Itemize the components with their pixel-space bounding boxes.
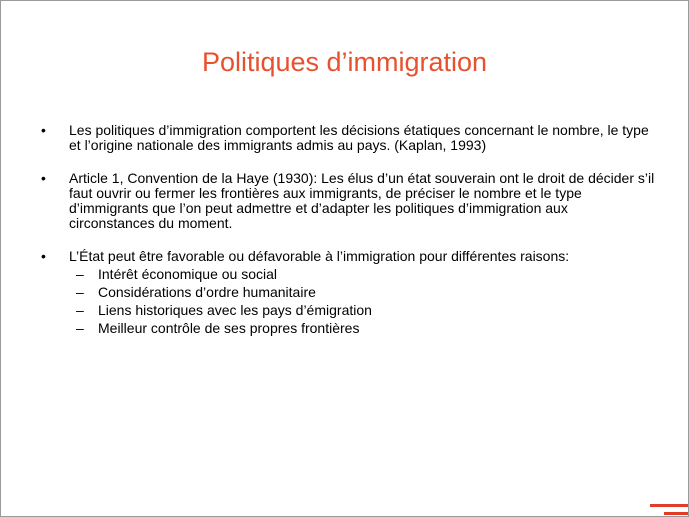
bullet-text: Article 1, Convention de la Haye (1930): Les élus d’un état souverain ont le droit de décider s’il faut ouvrir ou fermer les frontières aux immigrants, de préciser le nombre et le type d’immigrants que l’on peut admettre et d’adapter les politiques d’immigration aux circonstances du moment. xyxy=(69,170,655,231)
sub-bullet-marker: – xyxy=(76,284,84,300)
bullet-text: L’État peut être favorable ou défavorable à l’immigration pour différentes raisons: xyxy=(69,248,570,264)
bullet-marker: • xyxy=(41,122,46,138)
sub-bullet-marker: – xyxy=(76,266,84,282)
bullet-item xyxy=(37,171,657,231)
slide-body xyxy=(37,123,657,354)
slide-title: Politiques d’immigration xyxy=(201,47,488,77)
bullet-text: Les politiques d’immigration comportent les décisions étatiques concernant le nombre, le type et l’origine nationale des immigrants admis au pays. (Kaplan, 1993) xyxy=(69,122,649,153)
sub-bullet-item xyxy=(69,267,657,282)
sub-bullet-item xyxy=(69,303,657,318)
sub-bullet-text: Liens historiques avec les pays d’émigration xyxy=(98,302,372,318)
sub-bullet-text: Meilleur contrôle de ses propres frontières xyxy=(98,320,360,336)
bullet-item xyxy=(37,249,657,336)
sub-bullet-item xyxy=(69,321,657,336)
sub-bullet-marker: – xyxy=(76,320,84,336)
bullet-item xyxy=(37,123,657,153)
sub-bullet-text: Intérêt économique ou social xyxy=(98,266,277,282)
bullet-marker: • xyxy=(41,170,46,186)
sub-bullet-item xyxy=(69,285,657,300)
accent-bar xyxy=(664,512,688,515)
sub-bullet-marker: – xyxy=(76,302,84,318)
sub-bullet-text: Considérations d’ordre humanitaire xyxy=(98,284,316,300)
bullet-marker: • xyxy=(41,248,46,264)
accent-bar xyxy=(650,504,688,507)
